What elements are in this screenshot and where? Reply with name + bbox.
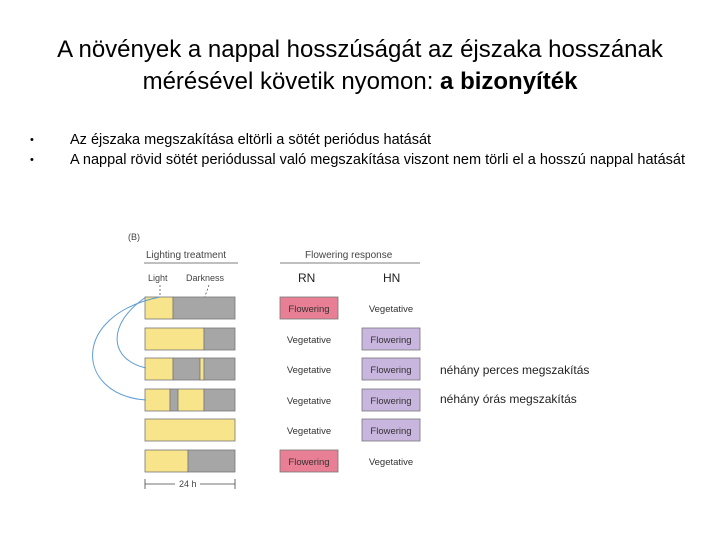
response-label: Flowering: [370, 396, 412, 407]
response-label: Flowering: [288, 457, 330, 468]
bullet-item: • A nappal rövid sötét periódussal való megszakítása viszont nem törli el a hosszú nappal hatását: [30, 152, 685, 168]
response-label: Vegetative: [286, 335, 332, 346]
dark-period: [204, 328, 235, 350]
response-label: Flowering: [370, 365, 412, 376]
response-label: Flowering: [288, 304, 330, 315]
light-period: [145, 358, 173, 380]
bullet-item: • Az éjszaka megszakítása eltörli a sötét periódus hatását: [30, 132, 432, 148]
response-label: Vegetative: [286, 396, 332, 407]
light-period: [145, 419, 235, 441]
dark-period: [188, 450, 235, 472]
axis-label: 24 h: [179, 479, 197, 489]
dark-period: [204, 358, 235, 380]
light-period: [145, 328, 204, 350]
light-flash: [200, 358, 204, 380]
annotation-minutes: néhány perces megszakítás: [440, 363, 590, 377]
title-bold: a bizonyíték: [440, 68, 578, 95]
title-line-1: A növények a nappal hosszúságát az éjszaka hosszának: [57, 36, 663, 63]
dark-period: [173, 358, 200, 380]
panel-label: (B): [128, 232, 140, 242]
dark-period: [173, 297, 235, 319]
column-rn: RN: [298, 271, 316, 285]
lighting-header: Lighting treatment: [146, 250, 227, 261]
response-label: Vegetative: [286, 426, 332, 437]
response-label: Vegetative: [286, 365, 332, 376]
light-period: [145, 297, 173, 319]
dark-period: [204, 389, 235, 411]
response-label: Flowering: [370, 426, 412, 437]
connector-curve: [117, 297, 146, 368]
light-period: [178, 389, 204, 411]
response-label: Vegetative: [368, 457, 414, 468]
light-period: [145, 389, 170, 411]
light-period: [145, 450, 188, 472]
flowering-header: Flowering response: [305, 250, 393, 261]
light-label: Light: [148, 273, 168, 283]
title-line-2: mérésével követik nyomon: a bizonyíték: [142, 68, 578, 95]
response-label: Flowering: [370, 335, 412, 346]
column-hn: HN: [383, 271, 401, 285]
response-label: Vegetative: [368, 304, 414, 315]
annotation-hours: néhány órás megszakítás: [440, 392, 577, 406]
darkness-label: Darkness: [186, 273, 225, 283]
dark-interruption: [170, 389, 178, 411]
